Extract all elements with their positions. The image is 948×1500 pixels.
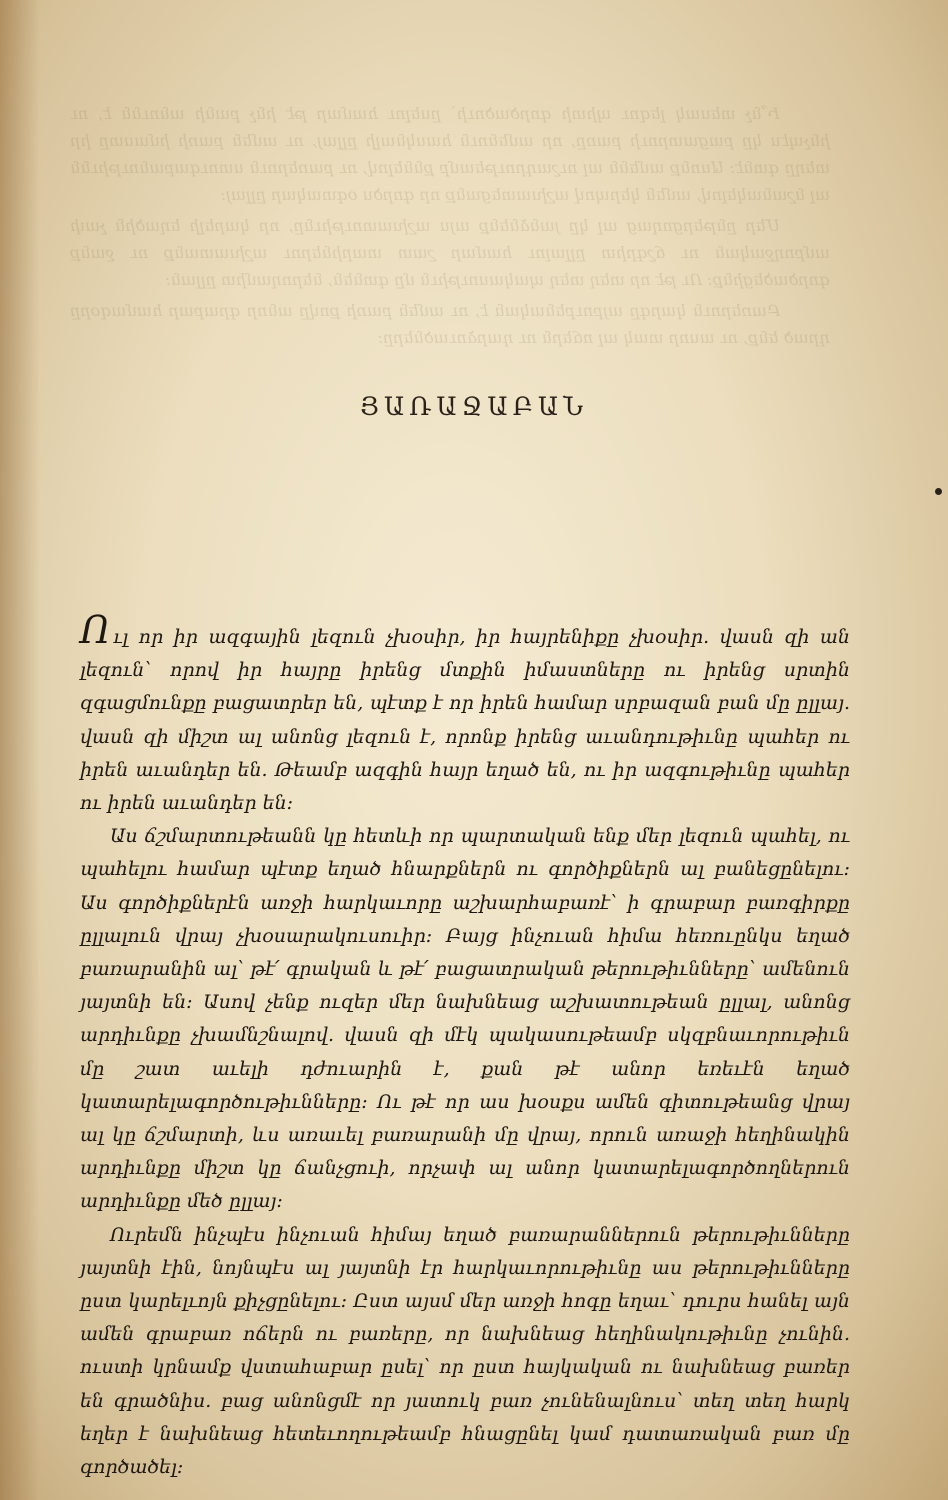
page-edge-shadow (0, 0, 40, 1500)
ink-spot (935, 488, 942, 495)
paragraph-3 (80, 1219, 850, 1485)
page-title: ՅԱՌԱՋԱԲԱՆ (359, 392, 589, 421)
bleed-through-text: Ի՞նչ տեսակ լեզու պիտի գործածուի՝ ըսելու համար թէ ինչ բանի անունն է, ու ինչպէս կը բացատրուի բառը, որ ամենուն հասկնալի ըլլայ, ու ամեն բառի իմաստը իր տեղը գտնէ։ Ասոնք ամենն ալ ուշադրութեամբ քննելով, ու բառերուն ստուգաբանութիւնն ալ նշանակելով, ամեն կերպով աշխատեցանք որ գործս օգտակար ըլլայ։ Մեր ընթերցողաց ալ կը յանձնենք այս աշխատութիւնը, որ կարելի եղածին չափ ամբողջական ու ճշգրիտ ըլլալու համար շատ տարիներու աշխատանք ու ջանք գործածեցինք։ Ու թէ որ տեղ տեղ պակասութիւն մը գտնեն, ներողամիտ ըլլան։ Բառերուն կարգը այբուբենական է, ու ամեն բառի քովը անոր գրաբար համազօրը դրած ենք, ու ասոր տակ ալ ոճերն ու դարձուածները։ (70, 104, 830, 347)
preface-body (80, 608, 850, 1484)
paragraph-2 (80, 820, 850, 1218)
paragraph-text: ւլ որ իր ազգային լեզուն չխօսիր, իր հայրենիքը չխօսիր. վասն զի ան լեզուն՝ որով իր հայրը իրենց մտքին իմաստները ու իրենց սրտին զգացմունքը բացատրեր են, պէտք է որ իրեն համար սրբազան բան մը ըլլայ. վասն զի միշտ ալ անոնց լեզուն է, որոնք իրենց աւանդութիւնը պահեր ու իրեն աւանդեր են. Թեամբ ազգին հայր եղած են, ու իր ազգութիւնը պահեր ու իրեն աւանդեր են։ (80, 626, 850, 815)
paragraph-1 (80, 608, 850, 820)
paragraph-text: Ուրեմն ինչպէս ինչուան հիմայ եղած բառարաններուն թերութիւնները յայտնի էին, նոյնպէս ալ յայտնի էր հարկաւորութիւնը աս թերութիւնները ըստ կարելւոյն քիչցընելու։ Ըստ այսմ մեր առջի հոգը եղաւ՝ դուրս հանել այն ամեն գրաբառ ոճերն ու բառերը, որ նախնեաց հեղինակութիւնը չունին. ուստի կրնամք վստահաբար ըսել՝ որ ըստ հայկական ու նախնեաց բառեր են գրածնիս. բաց անոնցմէ որ յատուկ բառ չունենալնուս՝ տեղ տեղ հարկ եղեր է նախնեաց հետեւողութեամբ հնացընել կամ դատառական բառ մը գործածել։ (80, 1223, 850, 1479)
paragraph-text: Աս ճշմարտութեանն կը հետևի որ պարտական ենք մեր լեզուն պահել, ու պահելու համար պէտք եղած հնարքներն ու գործիքներն ալ բանեցընելու։ Աս գործիքներէն առջի հարկաւորը աշխարհաբառէ՝ ի գրաբար բառգիրքը ըլլալուն վրայ չխօսարակուսուիր։ Բայց ինչուան հիմա հեռուընկս եղած բառարանին ալ՝ թէ՛ գրական և թէ՛ բացատրական թերութիւնները՝ ամենուն յայտնի են։ Ասով չենք ուզեր մեր նախնեաց աշխատութեան ըլլալ, անոնց արդիւնքը չխամնշնալով. վասն զի մէկ պակասութեամբ սկզբնաւորութիւն մը շատ աւելի դժուարին է, քան թէ անոր եռեւէն եղած կատարելագործութիւնները։ Ու թէ որ աս խօսքս ամեն գիտութեանց վրայ ալ կը ճշմարտի, ևս առաւել բառարանի մը վրայ, որուն առաջի հեղինակին արդիւնքը միշտ կը ճանչցուի, որչափ ալ անոր կատարելագործողներուն արդիւնքը մեծ ըլլայ։ (80, 825, 850, 1213)
drop-initial: Ո (80, 608, 111, 652)
